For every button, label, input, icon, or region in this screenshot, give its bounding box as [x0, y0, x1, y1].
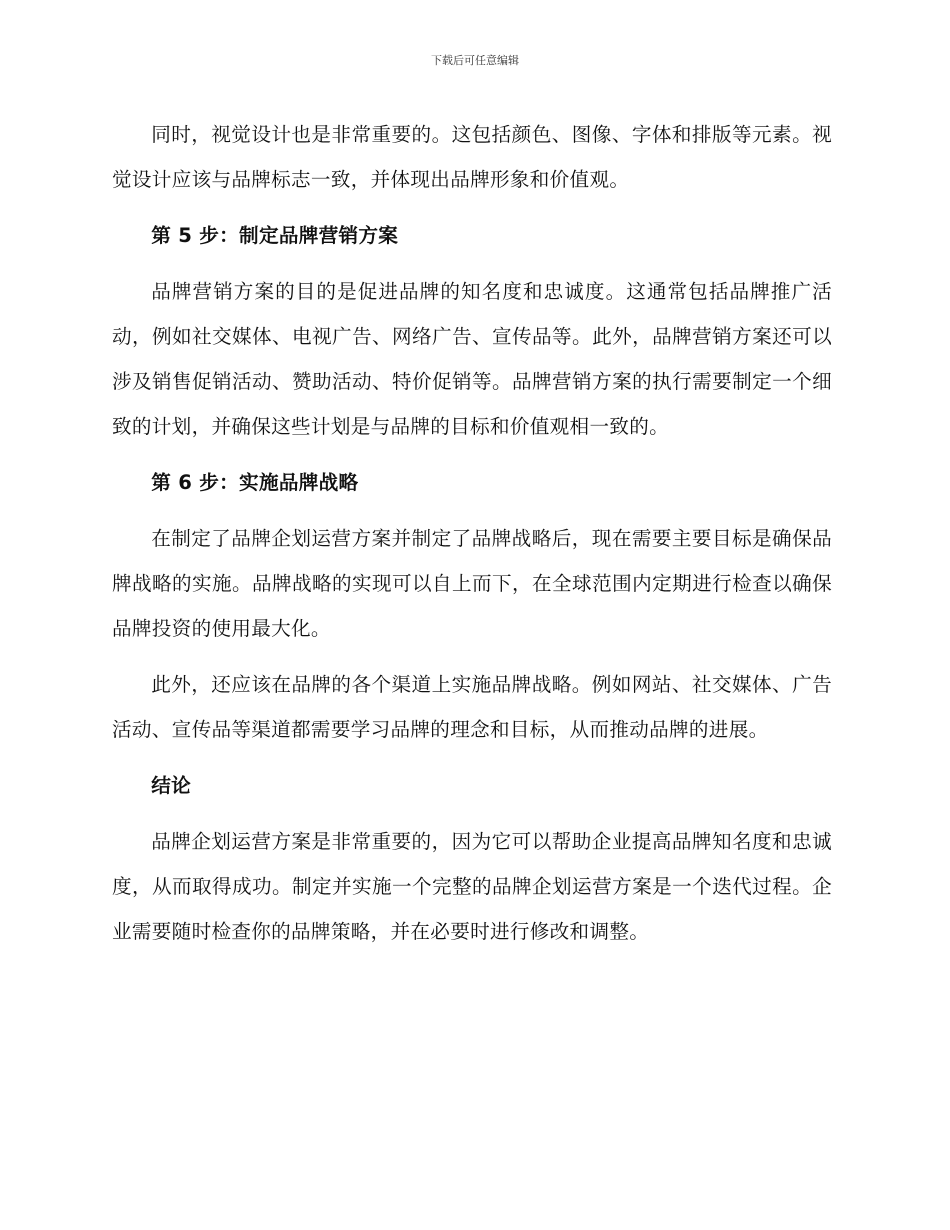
paragraph-channels: 此外，还应该在品牌的各个渠道上实施品牌战略。例如网站、社交媒体、广告活动、宣传品等渠道都需要学习品牌的理念和目标，从而推动品牌的进展。 [112, 673, 832, 741]
heading-step-5: 第 5 步：制定品牌营销方案 [151, 224, 399, 247]
heading-step-6: 第 6 步：实施品牌战略 [151, 471, 359, 494]
heading-conclusion: 结论 [151, 774, 191, 797]
paragraph-visual-design: 同时，视觉设计也是非常重要的。这包括颜色、图像、字体和排版等元素。视觉设计应该与品牌标志一致，并体现出品牌形象和价值观。 [112, 123, 832, 191]
paragraph-marketing-plan: 品牌营销方案的目的是促进品牌的知名度和忠诚度。这通常包括品牌推广活动，例如社交媒体、电视广告、网络广告、宣传品等。此外，品牌营销方案还可以涉及销售促销活动、赞助活动、特价促销等。品牌营销方案的执行需要制定一个细致的计划，并确保这些计划是与品牌的目标和价值观相一致的。 [112, 280, 832, 438]
paragraph-implement-strategy: 在制定了品牌企划运营方案并制定了品牌战略后，现在需要主要目标是确保品牌战略的实施。品牌战略的实现可以自上而下，在全球范围内定期进行检查以确保品牌投资的使用最大化。 [112, 527, 832, 640]
page-header: 下载后可任意编辑 [431, 54, 519, 67]
document-body [112, 112, 832, 965]
paragraph-conclusion: 品牌企划运营方案是非常重要的，因为它可以帮助企业提高品牌知名度和忠诚度，从而取得成功。制定并实施一个完整的品牌企划运营方案是一个迭代过程。企业需要随时检查你的品牌策略，并在必要时进行修改和调整。 [112, 830, 832, 943]
